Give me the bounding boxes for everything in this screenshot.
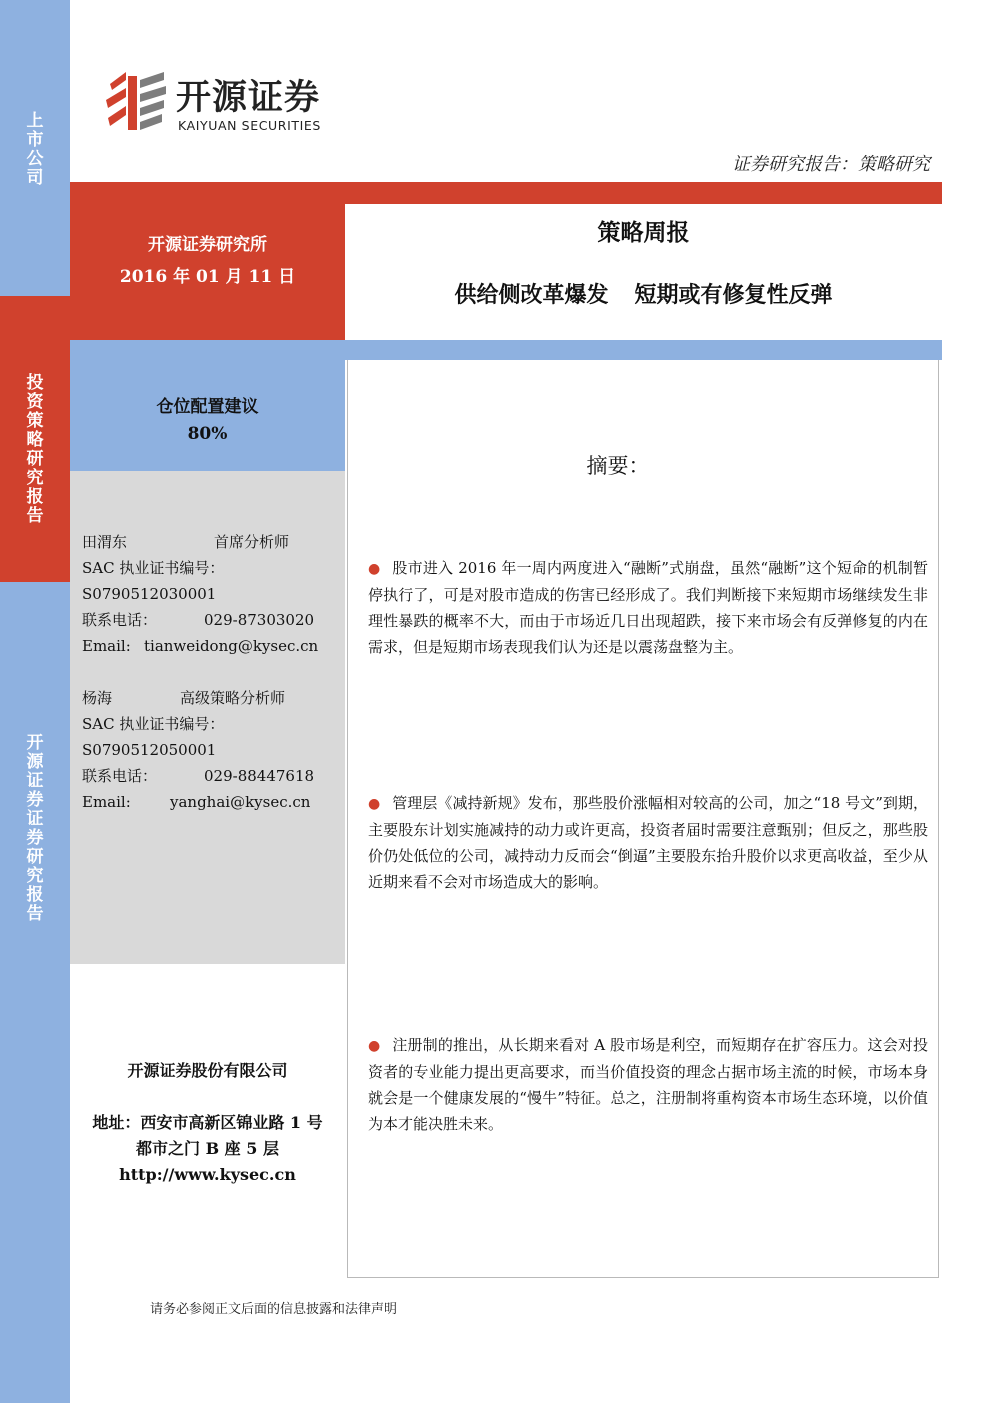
analyst-email: yanghai@kysec.cn [170, 793, 311, 811]
analyst-card [82, 529, 319, 659]
abstract-bullet [368, 1032, 928, 1137]
logo-text-en: KAIYUAN SECURITIES [178, 118, 321, 133]
sidebar-label-report-type: 投资策略研究报告 [26, 373, 44, 526]
analyst-cert-number: S0790512050001 [82, 741, 217, 759]
abstract-bullet [368, 555, 928, 660]
allocation-panel [70, 340, 345, 471]
analyst-name: 杨海 [82, 689, 113, 707]
sidebar-strip-bottom [0, 582, 70, 1403]
sidebar-label-brand: 开源证券 证券研究报告 [26, 733, 44, 924]
analyst-phone: 029-87303020 [204, 611, 315, 629]
disclaimer-note: 请务必参阅正文后面的信息披露和法律声明 [150, 1302, 398, 1317]
sidebar-strip-top [0, 0, 70, 296]
analyst-phone-label: 联系电话： [82, 767, 158, 785]
abstract-bullet-text: 股市进入 2016 年一周内两度进入“融断”式崩盘，虽然“融断”这个短命的机制暂停执行了，可是对股市造成的伤害已经形成了。我们判断接下来短期市场继续发生非理性暴跌的概率不大，而由于市场近几日出现超跌，接下来市场会有反弹修复的内在需求，但是短期市场表现我们认为还是以震荡盘整为主。 [368, 559, 928, 656]
header-divider-red [70, 182, 942, 204]
allocation-label: 仓位配置建议 [156, 397, 259, 417]
analyst-panel [70, 471, 345, 964]
analyst-cert-label: SAC 执业证书编号： [82, 715, 225, 733]
abstract-heading: 摘要： [586, 454, 650, 478]
page-title: 策略周报 [597, 220, 690, 246]
subtitle-part-2: 短期或有修复性反弹 [634, 283, 833, 308]
analyst-email-label: Email: [82, 637, 131, 655]
abstract-bullet [368, 790, 928, 895]
analyst-name: 田渭东 [82, 533, 128, 551]
company-address [70, 1110, 345, 1188]
company-logo [104, 70, 344, 134]
logo-mark-icon [104, 70, 170, 132]
address-line-2: 都市之门 B 座 5 层 [136, 1139, 279, 1158]
analyst-role: 高级策略分析师 [180, 689, 286, 707]
report-subtitle [345, 278, 942, 309]
sidebar-label-listed-company: 上市公司 [26, 111, 44, 188]
bullet-icon: ● [368, 1038, 381, 1054]
analyst-email: tianweidong@kysec.cn [144, 637, 319, 655]
content-divider-blue [345, 340, 942, 360]
abstract-bullet-text: 注册制的推出，从长期来看对 A 股市场是利空，而短期存在扩容压力。这会对投资者的专业能力提出更高要求，而当价值投资的理念占据市场主流的时候，市场本身就会是一个健康发展的“慢牛”特征。总之，注册制将重构资本市场生态环境，以价值为本才能决胜未来。 [368, 1036, 929, 1133]
analyst-card [82, 685, 315, 815]
analyst-phone: 029-88447618 [204, 767, 315, 785]
allocation-value: 80% [187, 424, 228, 444]
abstract-box [347, 360, 939, 1278]
logo-text-cn: 开源证券 [176, 78, 321, 118]
company-website: http://www.kysec.cn [119, 1165, 296, 1184]
analyst-cert-number: S0790512030001 [82, 585, 217, 603]
institute-name: 开源证券研究所 [148, 235, 267, 255]
company-name: 开源证券股份有限公司 [127, 1061, 288, 1080]
analyst-cert-label: SAC 执业证书编号： [82, 559, 225, 577]
abstract-bullet-text: 管理层《减持新规》发布，那些股价涨幅相对较高的公司，加之“18 号文”到期，主要股东计划实施减持的动力或许更高，投资者届时需要注意甄别；但反之，那些股价仍处低位的公司，减持动力反而会“倒逼”主要股东抬升股价以求更高收益，至少从近期来看不会对市场造成大的影响。 [368, 794, 928, 891]
bullet-icon: ● [368, 796, 381, 812]
report-date: 2016 年 01 月 11 日 [119, 267, 296, 287]
sidebar-strip-middle [0, 296, 70, 582]
analyst-phone-label: 联系电话： [82, 611, 158, 629]
analyst-email-label: Email: [82, 793, 131, 811]
report-category: 证券研究报告：策略研究 [732, 154, 930, 175]
subtitle-part-1: 供给侧改革爆发 [454, 283, 609, 308]
institute-panel [70, 204, 345, 340]
address-line-1: 地址：西安市高新区锦业路 1 号 [92, 1113, 323, 1132]
analyst-role: 首席分析师 [214, 533, 290, 551]
bullet-icon: ● [368, 561, 381, 577]
